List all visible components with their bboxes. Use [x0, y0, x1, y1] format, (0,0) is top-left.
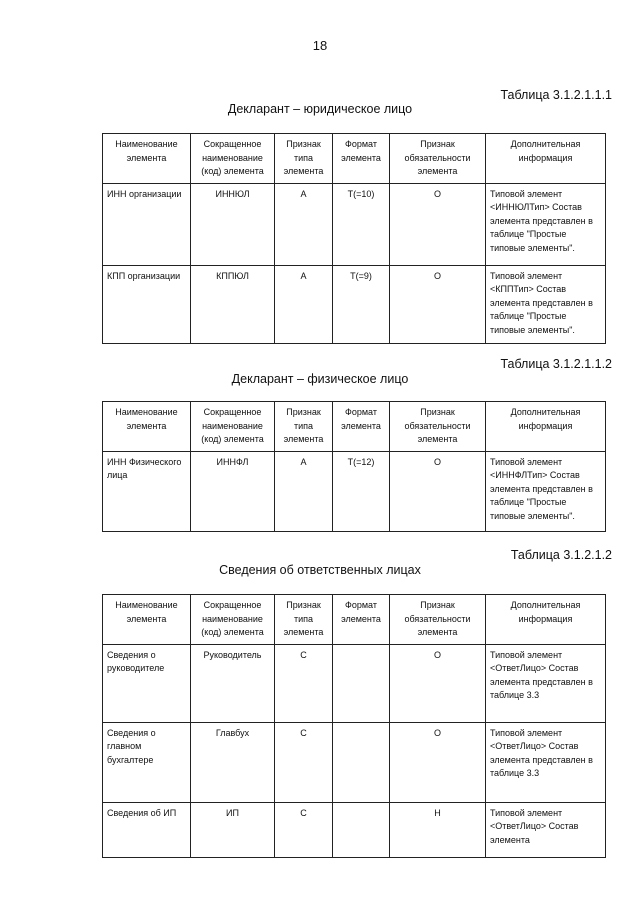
table-cell: Н	[390, 802, 486, 857]
table-title: Декларант – юридическое лицо	[227, 102, 413, 116]
table-row	[103, 265, 606, 343]
table-cell: Сведения о руководителе	[103, 644, 191, 722]
table-cell: ИННФЛ	[191, 451, 275, 531]
table-cell: О	[390, 722, 486, 802]
table-cell: А	[275, 265, 333, 343]
table-cell: ИНН организации	[103, 183, 191, 265]
table-cell	[333, 644, 390, 722]
column-header: Признак обязательности элемента	[390, 134, 486, 184]
table-cell: КПП организации	[103, 265, 191, 343]
table-cell	[333, 722, 390, 802]
table-cell: Главбух	[191, 722, 275, 802]
column-header: Сокращенное наименование (код) элемента	[191, 134, 275, 184]
page-number: 18	[312, 38, 328, 53]
data-table	[102, 594, 606, 858]
table-cell: А	[275, 451, 333, 531]
table-cell: Типовой элемент <КППТип> Состав элемента представлен в таблице "Простые типовые элементы".	[486, 265, 606, 343]
table-cell: О	[390, 451, 486, 531]
table-title: Сведения об ответственных лицах	[219, 563, 421, 577]
table-header-row	[103, 595, 606, 645]
column-header: Признак типа элемента	[275, 402, 333, 452]
table-cell: Сведения о главном бухгалтере	[103, 722, 191, 802]
table-label: Таблица 3.1.2.1.1.1	[500, 88, 612, 102]
table-label: Таблица 3.1.2.1.2	[510, 548, 612, 562]
table-cell: А	[275, 183, 333, 265]
table-cell: ИНН Физического лица	[103, 451, 191, 531]
column-header: Наименование элемента	[103, 134, 191, 184]
table-header-row	[103, 134, 606, 184]
table-cell: Типовой элемент <ОтветЛицо> Состав элемента представлен в таблице 3.3	[486, 644, 606, 722]
table-cell: T(=12)	[333, 451, 390, 531]
column-header: Дополнительная информация	[486, 402, 606, 452]
table-cell: ИННЮЛ	[191, 183, 275, 265]
table-cell: T(=10)	[333, 183, 390, 265]
column-header: Формат элемента	[333, 402, 390, 452]
table-cell: О	[390, 183, 486, 265]
table-cell: Типовой элемент <ИННФЛТип> Состав элемента представлен в таблице "Простые типовые элементы".	[486, 451, 606, 531]
column-header: Формат элемента	[333, 134, 390, 184]
table-cell: С	[275, 644, 333, 722]
table-cell: Руководитель	[191, 644, 275, 722]
table-row	[103, 183, 606, 265]
column-header: Наименование элемента	[103, 595, 191, 645]
table-cell: Сведения об ИП	[103, 802, 191, 857]
table-cell: Типовой элемент <ИННЮЛТип> Состав элемента представлен в таблице "Простые типовые элементы".	[486, 183, 606, 265]
table-cell: С	[275, 802, 333, 857]
column-header: Наименование элемента	[103, 402, 191, 452]
column-header: Сокращенное наименование (код) элемента	[191, 595, 275, 645]
data-table	[102, 401, 606, 532]
table-row	[103, 644, 606, 722]
data-table	[102, 133, 606, 344]
column-header: Признак обязательности элемента	[390, 402, 486, 452]
table-cell: КППЮЛ	[191, 265, 275, 343]
column-header: Дополнительная информация	[486, 595, 606, 645]
column-header: Признак типа элемента	[275, 595, 333, 645]
column-header: Признак обязательности элемента	[390, 595, 486, 645]
table-label: Таблица 3.1.2.1.1.2	[500, 357, 612, 371]
column-header: Дополнительная информация	[486, 134, 606, 184]
table-cell: С	[275, 722, 333, 802]
table-cell: ИП	[191, 802, 275, 857]
column-header: Сокращенное наименование (код) элемента	[191, 402, 275, 452]
table-row	[103, 722, 606, 802]
column-header: Признак типа элемента	[275, 134, 333, 184]
table-row	[103, 802, 606, 857]
column-header: Формат элемента	[333, 595, 390, 645]
table-cell: О	[390, 644, 486, 722]
table-cell: Типовой элемент <ОтветЛицо> Состав элемента представлен в таблице 3.3	[486, 722, 606, 802]
table-cell: О	[390, 265, 486, 343]
table-row	[103, 451, 606, 531]
table-cell: T(=9)	[333, 265, 390, 343]
table-header-row	[103, 402, 606, 452]
table-cell	[333, 802, 390, 857]
table-cell: Типовой элемент <ОтветЛицо> Состав элемента	[486, 802, 606, 857]
table-title: Декларант – физическое лицо	[231, 372, 409, 386]
